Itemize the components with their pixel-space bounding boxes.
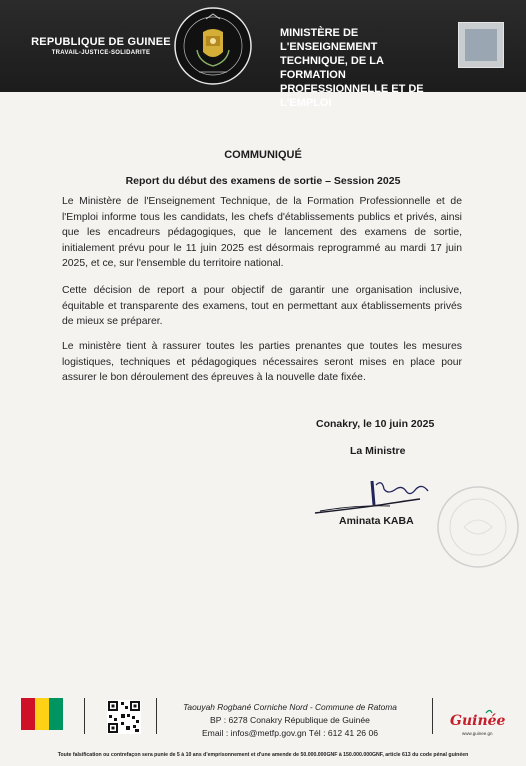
- qr-code-icon: [107, 700, 141, 734]
- official-stamp-icon: [434, 483, 522, 571]
- signatory-role: La Ministre: [350, 445, 406, 457]
- flag-yellow-band: [35, 698, 49, 730]
- document-subtitle: Report du début des examens de sortie – Session 2025: [125, 175, 401, 187]
- place-and-date: Conakry, le 10 juin 2025: [316, 418, 435, 430]
- hologram-sticker-icon: [458, 22, 504, 68]
- signer-name: Aminata KABA: [339, 515, 414, 527]
- address-po-box: BP : 6278 Conakry République de Guinée: [210, 715, 370, 725]
- republic-name: REPUBLIQUE DE GUINEE: [31, 36, 171, 48]
- paragraph-3: Le ministère tient à rassurer toutes les parties prenantes que toutes les mesures logistiques, techniques et pédagogiques nécessaires seront mises en place pour assurer le bon déroulement des épreuves à la nouvelle date fixée.: [62, 341, 462, 383]
- ministry-address: [170, 701, 410, 740]
- letterhead-header: [0, 0, 526, 109]
- address-contact: Email : infos@metfp.gov.gn Tél : 612 41 26 06: [201, 728, 379, 738]
- national-motto: TRAVAIL-JUSTICE-SOLIDARITE: [51, 50, 151, 56]
- flag-red-band: [21, 698, 35, 730]
- guinee-logo-icon: [448, 708, 508, 740]
- footer-divider: [156, 698, 157, 734]
- footer-divider: [432, 698, 433, 734]
- ministry-name: [280, 26, 450, 110]
- paragraph-2: Cette décision de report a pour objectif de garantir une organisation inclusive, équitable et transparente des examens, tout en permettant aux établissements privés de mieux se préparer.: [62, 285, 462, 327]
- legal-disclaimer: Toute falsification ou contrefaçon sera punie de 5 à 10 ans d'emprisonnement et d'une amende de 50.000.000GNF à 150.000.000GNF, article 613 du code pénal guinéen: [57, 752, 469, 758]
- guinee-logo-url: www.guinee.gn: [462, 731, 493, 736]
- footer-divider: [84, 698, 85, 734]
- national-seal-icon: [173, 6, 253, 86]
- ministry-line-1: MINISTÈRE DE L'ENSEIGNEMENT: [280, 27, 378, 53]
- flag-green-band: [49, 698, 63, 730]
- ministry-line-2: TECHNIQUE, DE LA FORMATION: [280, 55, 384, 81]
- guinea-flag-icon: [21, 698, 63, 730]
- address-street: Taouyah Rogbané Corniche Nord - Commune de Ratoma: [183, 702, 397, 712]
- republic-block: [26, 36, 176, 56]
- guinee-logo-text: Guinée: [450, 713, 506, 729]
- ministry-line-3: PROFESSIONNELLE ET DE L'EMPLOI: [280, 83, 424, 109]
- paragraph-1: Le Ministère de l'Enseignement Technique, de la Formation Professionnelle et de l'Emploi informe tous les candidats, les chefs d'établissements publics et privés, ainsi que les encadreurs pédagogiques, que le lancement des examens de sortie, initialement prévu pour le 11 juin 2025 est désormais reprogrammé au mardi 17 juin 2025, et ce, sur l'ensemble du territoire national.: [62, 196, 462, 269]
- document-title: COMMUNIQUÉ: [224, 149, 302, 161]
